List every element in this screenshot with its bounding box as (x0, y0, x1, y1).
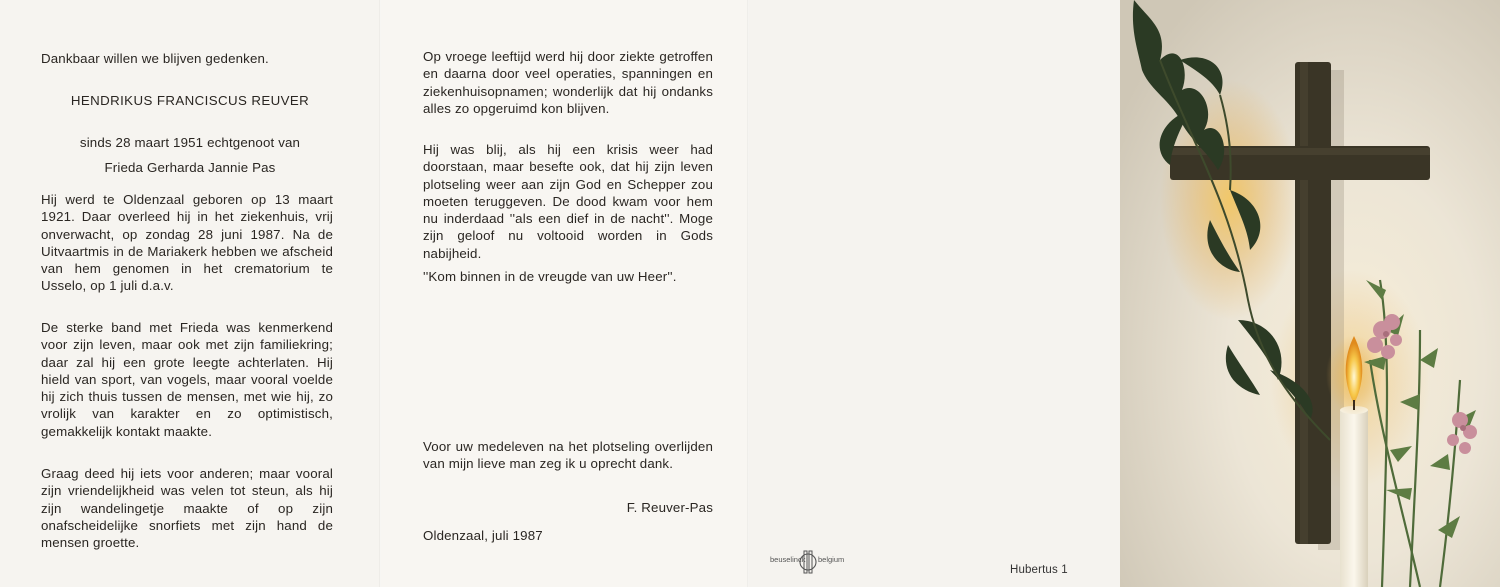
signature: F. Reuver-Pas (626, 500, 713, 515)
thanks-note: Voor uw medeleven na het plotseling overlijden van mijn lieve man zeg ik u oprecht dank. (423, 439, 713, 472)
biography-paragraph: Hij was blij, als hij een krisis weer had doorstaan, maar besefte ook, dat hij zijn leven plotseling weer aan zijn God en Schepper zou moeten teruggeven. De dood kwam voor hem nu inderdaad ''als een dief in de nacht''. Moge zijn geloof nu voltooid worden in Gods nabijheid. (423, 142, 713, 261)
biography-paragraph: De sterke band met Frieda was kenmerkend voor zijn leven, maar ook met zijn familiekring; daar zal hij een grote leegte achterlaten. Hij hield van sport, van vogels, maar vooral voelde hij zich thuis tussen de mensen, met wie hij, zo vrolijk van karakter en zo optimistisch, gemakkelijk kontakt maakte. (41, 320, 333, 439)
biography-paragraph: Hij werd te Oldenzaal geboren op 13 maart 1921. Daar overleed hij in het ziekenhuis, vrij onverwacht, op zondag 28 juni 1987. Na de Uitvaartmis in de Mariakerk hebben we afscheid van hem genomen in het crematorium te Usselo, op 1 juli d.a.v. (41, 192, 333, 294)
opening-line: Dankbaar willen we blijven gedenken. (41, 51, 269, 66)
biography-paragraph: Graag deed hij iets voor anderen; maar vooral zijn vriendelijkheid was velen tot steun, als hij zijn wandelingetje maakte of op zijn onafscheidelijke snorfiets met zijn hand de mensen groette. (41, 466, 333, 551)
marriage-line: sinds 28 maart 1951 echtgenoot van (79, 135, 301, 150)
printer-name: beuselinck (770, 555, 806, 564)
scripture-quote: ''Kom binnen in de vreugde van uw Heer''. (423, 269, 677, 284)
card-back-panel (748, 0, 1120, 587)
printer-logo (770, 549, 846, 577)
fold-line (747, 0, 749, 587)
fold-line (379, 0, 381, 587)
card-code: Hubertus 1 (1010, 564, 1068, 576)
double-circle-logo-icon (799, 549, 817, 575)
place-date: Oldenzaal, juli 1987 (423, 528, 543, 543)
photo-illustration (1120, 0, 1500, 587)
cross-candle-photo (1120, 0, 1500, 587)
spouse-name: Frieda Gerharda Jannie Pas (104, 160, 276, 175)
biography-paragraph: Op vroege leeftijd werd hij door ziekte getroffen en daarna door veel operaties, spanningen en ziekenhuisopnamen; wonderlijk dat hij ondanks alles zo opgeruimd kon blijven. (423, 49, 713, 116)
deceased-name: HENDRIKUS FRANCISCUS REUVER (70, 93, 310, 108)
printer-country: belgium (818, 555, 845, 564)
